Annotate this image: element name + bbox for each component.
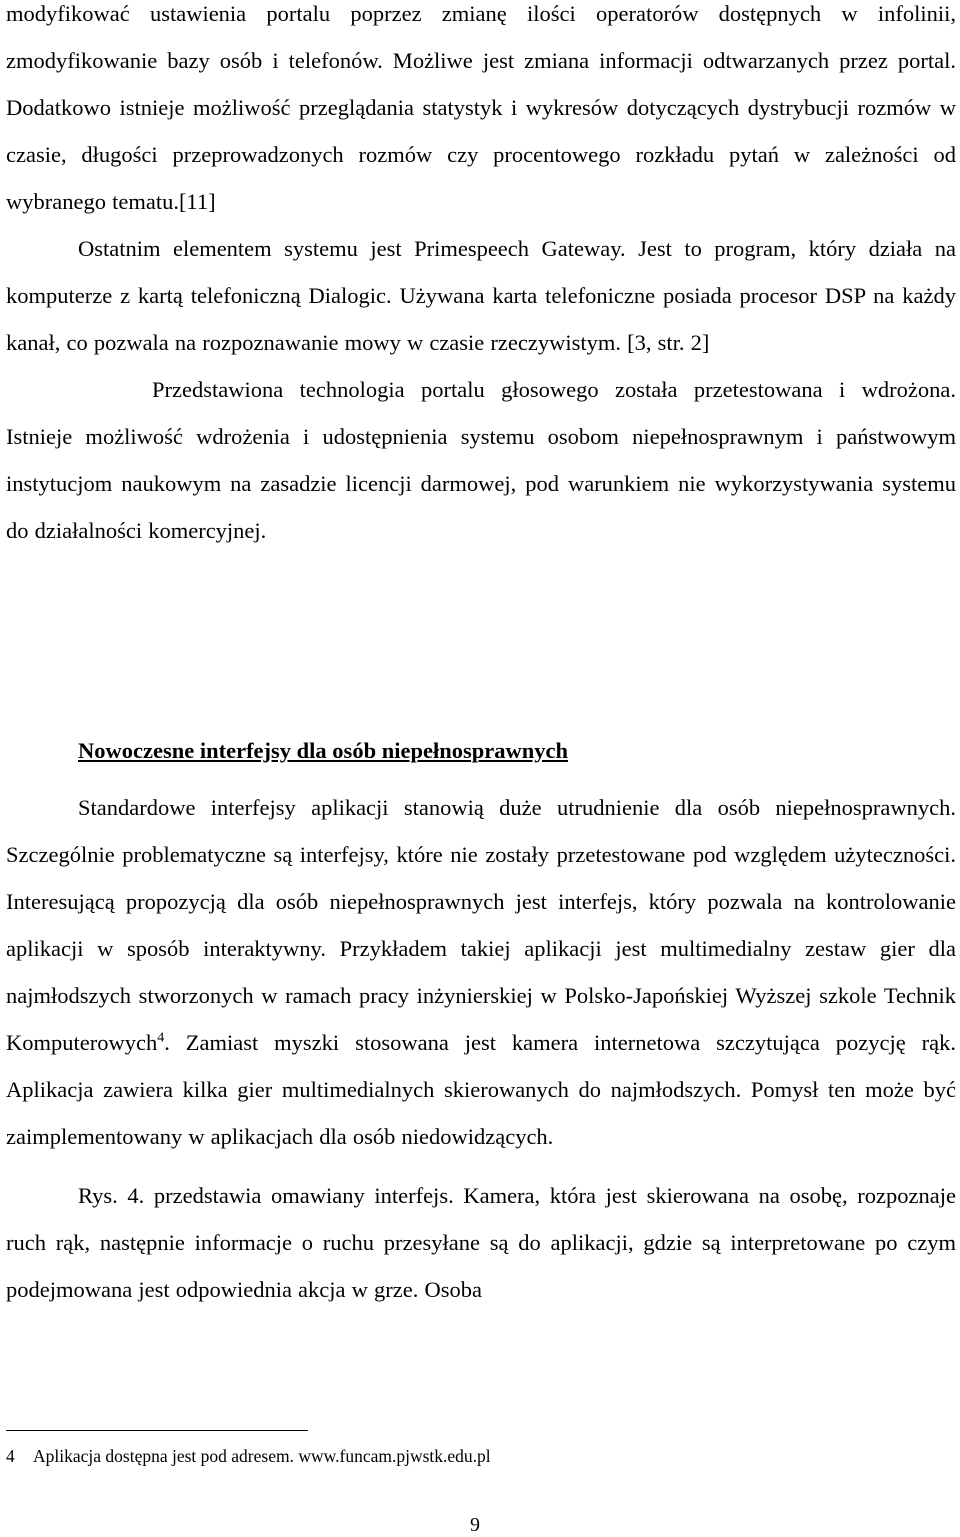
footnote-text: Aplikacja dostępna jest pod adresem. www.funcam.pjwstk.edu.pl xyxy=(33,1446,491,1466)
footnote-reference[interactable]: 4 xyxy=(157,1030,165,1046)
page-number: 9 xyxy=(470,1514,480,1536)
body-text-top xyxy=(6,0,956,554)
paragraph-text-part: . Zamiast myszki stosowana jest kamera internetowa szczytująca pozycję rąk. Aplikacja zawiera kilka gier multimedialnych skierowanych do najmłodszych. Pomysł ten może być zaimplementowany w aplikacjach dla osób niedowidzących. xyxy=(6,1030,956,1149)
paragraph-text-part: Standardowe interfejsy aplikacji stanowią duże utrudnienie dla osób niepełnosprawnych. Szczególnie problematyczne są interfejsy, które nie zostały przetestowane pod względem użyteczności. Interesującą propozycją dla osób niepełnosprawnych jest interfejs, który pozwala na kontrolowanie aplikacji w sposób interaktywny. Przykładem takiej aplikacji jest multimedialny zestaw gier dla najmłodszych stworzonych w ramach pracy inżynierskiej w Polsko-Japońskiej Wyższej szkole Technik Komputerowych xyxy=(6,795,956,1055)
section-heading: Nowoczesne interfejsy dla osób niepełnosprawnych xyxy=(78,738,568,763)
body-text-bottom xyxy=(6,784,956,1313)
paragraph-portal-settings: modyfikować ustawienia portalu poprzez zmianę ilości operatorów dostępnych w infolinii, zmodyfikowanie bazy osób i telefonów. Możliwe jest zmiana informacji odtwarzanych przez portal. Dodatkowo istnieje możliwość przeglądania statystyk i wykresów dotyczących dystrybucji rozmów w czasie, długości przeprowadzonych rozmów czy procentowego rozkładu pytań w zależności od wybranego tematu.[11] xyxy=(6,1,956,214)
footnote-number: 4 xyxy=(6,1446,15,1466)
paragraph-technology-deployment: Przedstawiona technologia portalu głosowego została przetestowana i wdrożona. Istnieje możliwość wdrożenia i udostępnienia systemu osobom niepełnosprawnym i państwowym instytucjom naukowym na zasadzie licencji darmowej, pod warunkiem nie wykorzystywania systemu do działalności komercyjnej. xyxy=(6,377,956,543)
paragraph-figure-description: Rys. 4. przedstawia omawiany interfejs. Kamera, która jest skierowana na osobę, rozpoznaje ruch rąk, następnie informacje o ruchu przesyłane są do aplikacji, gdzie są interpretowane po czym podejmowana jest odpowiednia akcja w grze. Osoba xyxy=(6,1183,956,1302)
paragraph-primespeech-gateway: Ostatnim elementem systemu jest Primespeech Gateway. Jest to program, który działa na komputerze z kartą telefoniczną Dialogic. Używana karta telefoniczne posiada procesor DSP na każdy kanał, co pozwala na rozpoznawanie mowy w czasie rzeczywistym. [3, str. 2] xyxy=(6,236,956,355)
document-page xyxy=(6,0,956,1537)
footnote-separator xyxy=(6,1430,308,1431)
footnote xyxy=(6,1444,491,1468)
paragraph-modern-interfaces xyxy=(6,784,956,1160)
